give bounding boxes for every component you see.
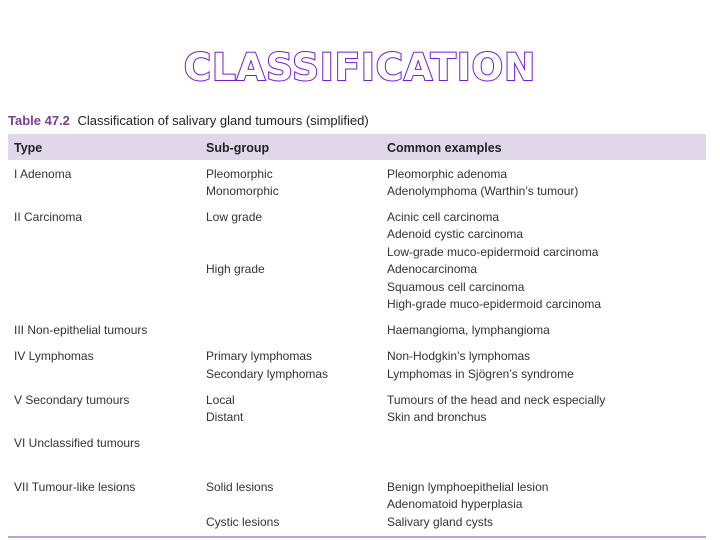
table-caption (8, 113, 369, 128)
cell-subgroup: Solid lesions (206, 480, 274, 494)
cell-example: Non-Hodgkin’s lymphomas (387, 349, 531, 363)
table-number: Table 47.2 (8, 113, 70, 128)
cell-example: Tumours of the head and neck especially (387, 393, 606, 407)
table-header-row (8, 134, 706, 160)
cell-subgroup: Low grade (206, 210, 263, 224)
cell-type: VII Tumour-like lesions (14, 480, 136, 494)
cell-example: Haemangioma, lymphangioma (387, 323, 550, 337)
cell-example: Skin and bronchus (387, 410, 487, 424)
cell-subgroup: Secondary lymphomas (206, 367, 329, 381)
table-bottom-rule (8, 536, 706, 538)
cell-example: Benign lymphoepithelial lesion (387, 480, 549, 494)
cell-example: Acinic cell carcinoma (387, 210, 500, 224)
cell-example: Pleomorphic adenoma (387, 167, 508, 181)
header-subgroup: Sub-group (206, 141, 270, 155)
cell-subgroup: Local (206, 393, 235, 407)
header-type: Type (14, 141, 43, 155)
cell-example: Adenoid cystic carcinoma (387, 227, 524, 241)
table-body (8, 160, 706, 540)
cell-example: High-grade muco-epidermoid carcinoma (387, 297, 602, 311)
cell-example: Adenomatoid hyperplasia (387, 497, 523, 511)
cell-type: I Adenoma (14, 167, 72, 181)
cell-subgroup: Monomorphic (206, 184, 279, 198)
cell-subgroup: Primary lymphomas (206, 349, 313, 363)
cell-example: Adenolymphoma (Warthin’s tumour) (387, 184, 579, 198)
cell-subgroup: High grade (206, 262, 265, 276)
cell-example: Low-grade muco-epidermoid carcinoma (387, 245, 599, 259)
cell-example: Adenocarcinoma (387, 262, 478, 276)
cell-example: Salivary gland cysts (387, 515, 494, 529)
cell-example: Lymphomas in Sjögren’s syndrome (387, 367, 574, 381)
cell-type: II Carcinoma (14, 210, 83, 224)
table-caption-text: Classification of salivary gland tumours (simplified) (77, 113, 369, 128)
header-examples: Common examples (387, 141, 502, 155)
cell-type: III Non-epithelial tumours (14, 323, 148, 337)
cell-type: V Secondary tumours (14, 393, 130, 407)
classification-table (8, 134, 706, 529)
cell-type: IV Lymphomas (14, 349, 94, 363)
slide-title: CLASSIFICATION (183, 46, 537, 89)
cell-subgroup: Cystic lesions (206, 515, 280, 529)
cell-type: VI Unclassified tumours (14, 436, 141, 450)
cell-subgroup: Distant (206, 410, 244, 424)
cell-example: Squamous cell carcinoma (387, 280, 525, 294)
cell-subgroup: Pleomorphic (206, 167, 273, 181)
